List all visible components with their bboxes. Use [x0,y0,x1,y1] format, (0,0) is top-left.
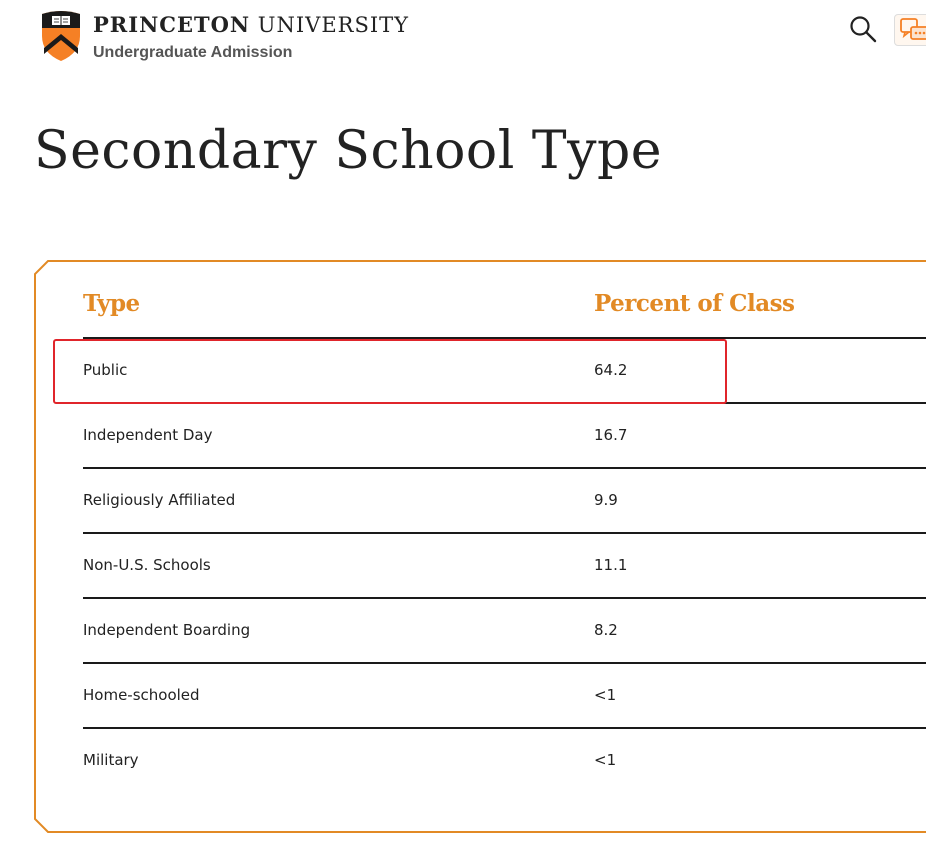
cell-type: Non-U.S. Schools [83,556,211,574]
cell-type: Independent Day [83,426,213,444]
site-subtitle: Undergraduate Admission [93,44,293,61]
chat-icon [895,15,926,47]
table-row [83,597,926,662]
school-type-table-card [34,260,926,832]
cell-type: Independent Boarding [83,621,251,639]
search-icon[interactable] [848,14,878,44]
cell-percent: <1 [594,751,617,769]
university-name [93,13,409,37]
cell-type: Public [83,361,128,379]
table-row [83,402,926,467]
table-row [83,727,926,792]
cell-percent: 16.7 [594,426,628,444]
princeton-shield-icon [40,8,82,62]
cell-percent: 64.2 [594,361,628,379]
cell-percent: 9.9 [594,491,618,509]
page-title: Secondary School Type [34,121,662,181]
cell-percent: <1 [594,686,617,704]
brand-name-bold: PRINCETON [93,12,251,37]
chat-button[interactable] [894,14,926,46]
table-row [83,532,926,597]
cell-percent: 11.1 [594,556,628,574]
column-header-percent: Percent of Class [594,290,795,317]
column-header-type: Type [83,290,140,317]
brand-text [93,13,409,62]
table-row [83,337,926,402]
cell-percent: 8.2 [594,621,618,639]
table-body [83,337,926,792]
table-row [83,662,926,727]
table-row [83,467,926,532]
brand-name-light: UNIVERSITY [257,13,410,37]
cell-type: Home-schooled [83,686,200,704]
home-logo-link[interactable] [40,8,409,62]
cell-type: Military [83,751,139,769]
cell-type: Religiously Affiliated [83,491,236,509]
